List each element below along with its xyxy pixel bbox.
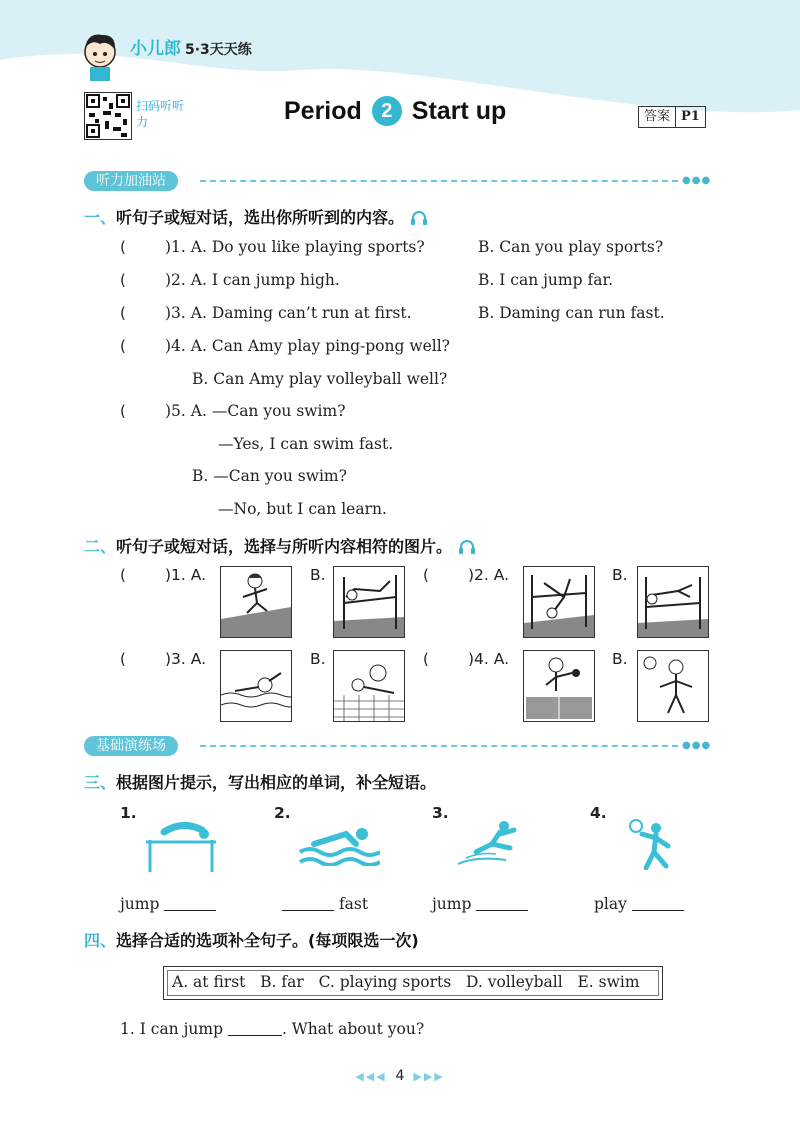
answer-bracket[interactable]: (	[120, 238, 126, 256]
q2-item-3-b-label: B.	[310, 650, 326, 668]
high-jump-boy-image[interactable]	[523, 566, 595, 638]
qr-code-icon[interactable]	[84, 92, 132, 140]
answer-bracket[interactable]: (	[120, 650, 126, 668]
answer-blank[interactable]	[632, 910, 684, 911]
divider-dots: ●●●	[682, 740, 712, 751]
q1-item-4-b: B. Can Amy play volleyball well?	[192, 370, 448, 388]
q3-item-3-phrase: jump	[432, 895, 528, 913]
answer-bracket[interactable]: (	[120, 402, 126, 420]
page-footer: ◀◀◀ 4 ▶▶▶	[355, 1068, 445, 1084]
q1-item-3-b: B. Daming can run fast.	[478, 304, 665, 322]
divider	[200, 180, 678, 182]
long-jump-icon	[456, 818, 526, 868]
high-jump-boy-over-bar-image[interactable]	[637, 566, 709, 638]
answer-bracket[interactable]: (	[120, 566, 126, 584]
options-list: A. at first B. far C. playing sports D. volleyball E. swim	[172, 973, 640, 991]
page-number: 4	[395, 1068, 405, 1084]
brand-logo: 小儿郎 5·3天天练	[130, 39, 252, 59]
q3-item-4-phrase: play	[594, 895, 684, 913]
question-3-heading: 三、根据图片提示，写出相应的单词，补全短语。	[84, 773, 437, 792]
q3-item-2-number: 2.	[274, 804, 291, 822]
section-banner-basics: 基础演练场	[84, 736, 178, 756]
q1-item-5-b-reply: —No, but I can learn.	[218, 500, 387, 518]
section-banner-listening: 听力加油站	[84, 171, 178, 191]
answer-reference: 答案 P1	[638, 106, 706, 128]
volleyball-icon	[626, 816, 676, 870]
q1-item-2-a: )2. A. I can jump high.	[165, 271, 340, 289]
q1-item-3-a: )3. A. Daming can’t run at first.	[165, 304, 412, 322]
q2-item-1-label: )1. A.	[165, 566, 207, 584]
high-jump-girl-image[interactable]	[333, 566, 405, 638]
q4-sentence-1: 1. I can jump . What about you?	[120, 1020, 425, 1038]
q3-item-4-number: 4.	[590, 804, 607, 822]
q1-item-1-b: B. Can you play sports?	[478, 238, 664, 256]
answer-bracket[interactable]: (	[120, 337, 126, 355]
swimming-icon	[298, 826, 380, 866]
answer-blank[interactable]	[164, 910, 216, 911]
volleyball-girl-image[interactable]	[637, 650, 709, 722]
answer-blank[interactable]	[282, 910, 334, 911]
q3-item-3-number: 3.	[432, 804, 449, 822]
q2-item-4-b-label: B.	[612, 650, 628, 668]
answer-bracket[interactable]: (	[423, 566, 429, 584]
q3-item-1-number: 1.	[120, 804, 137, 822]
ping-pong-girl-image[interactable]	[523, 650, 595, 722]
question-1-heading: 一、听句子或短对话，选出你所听到的内容。	[84, 205, 428, 228]
page-title: Period 2 Start up	[284, 97, 507, 125]
high-jump-icon	[146, 818, 218, 872]
q2-item-2-label: )2. A.	[468, 566, 510, 584]
answer-blank[interactable]	[476, 910, 528, 911]
answer-bracket[interactable]: (	[423, 650, 429, 668]
q1-item-4-a: )4. A. Can Amy play ping-pong well?	[165, 337, 450, 355]
q1-item-1-a: )1. A. Do you like playing sports?	[165, 238, 425, 256]
headphones-icon[interactable]	[458, 538, 476, 554]
q2-item-3-label: )3. A.	[165, 650, 207, 668]
q2-item-1-b-label: B.	[310, 566, 326, 584]
answer-bracket[interactable]: (	[120, 304, 126, 322]
headphones-icon[interactable]	[410, 209, 428, 225]
swimming-girl-image[interactable]	[220, 650, 292, 722]
question-4-heading: 四、选择合适的选项补全句子。(每项限选一次)	[84, 931, 419, 950]
q1-item-5-b: B. —Can you swim?	[192, 467, 347, 485]
question-2-heading: 二、听句子或短对话，选择与所听内容相符的图片。	[84, 534, 476, 557]
answer-blank[interactable]	[228, 1035, 282, 1036]
q1-item-5-a: )5. A. —Can you swim?	[165, 402, 346, 420]
q3-item-2-phrase: fast	[282, 895, 368, 913]
swimming-boy-image[interactable]	[333, 650, 405, 722]
q1-item-2-b: B. I can jump far.	[478, 271, 614, 289]
divider	[200, 745, 678, 747]
divider-dots: ●●●	[682, 175, 712, 186]
answer-bracket[interactable]: (	[120, 271, 126, 289]
q1-item-5-a-reply: —Yes, I can swim fast.	[218, 435, 394, 453]
q2-item-2-b-label: B.	[612, 566, 628, 584]
options-box	[163, 966, 663, 1000]
scan-to-listen-label: 扫码听听力	[136, 99, 185, 129]
q3-item-1-phrase: jump	[120, 895, 216, 913]
q2-item-4-label: )4. A.	[468, 650, 510, 668]
long-jump-girl-image[interactable]	[220, 566, 292, 638]
mascot-icon	[78, 30, 122, 82]
